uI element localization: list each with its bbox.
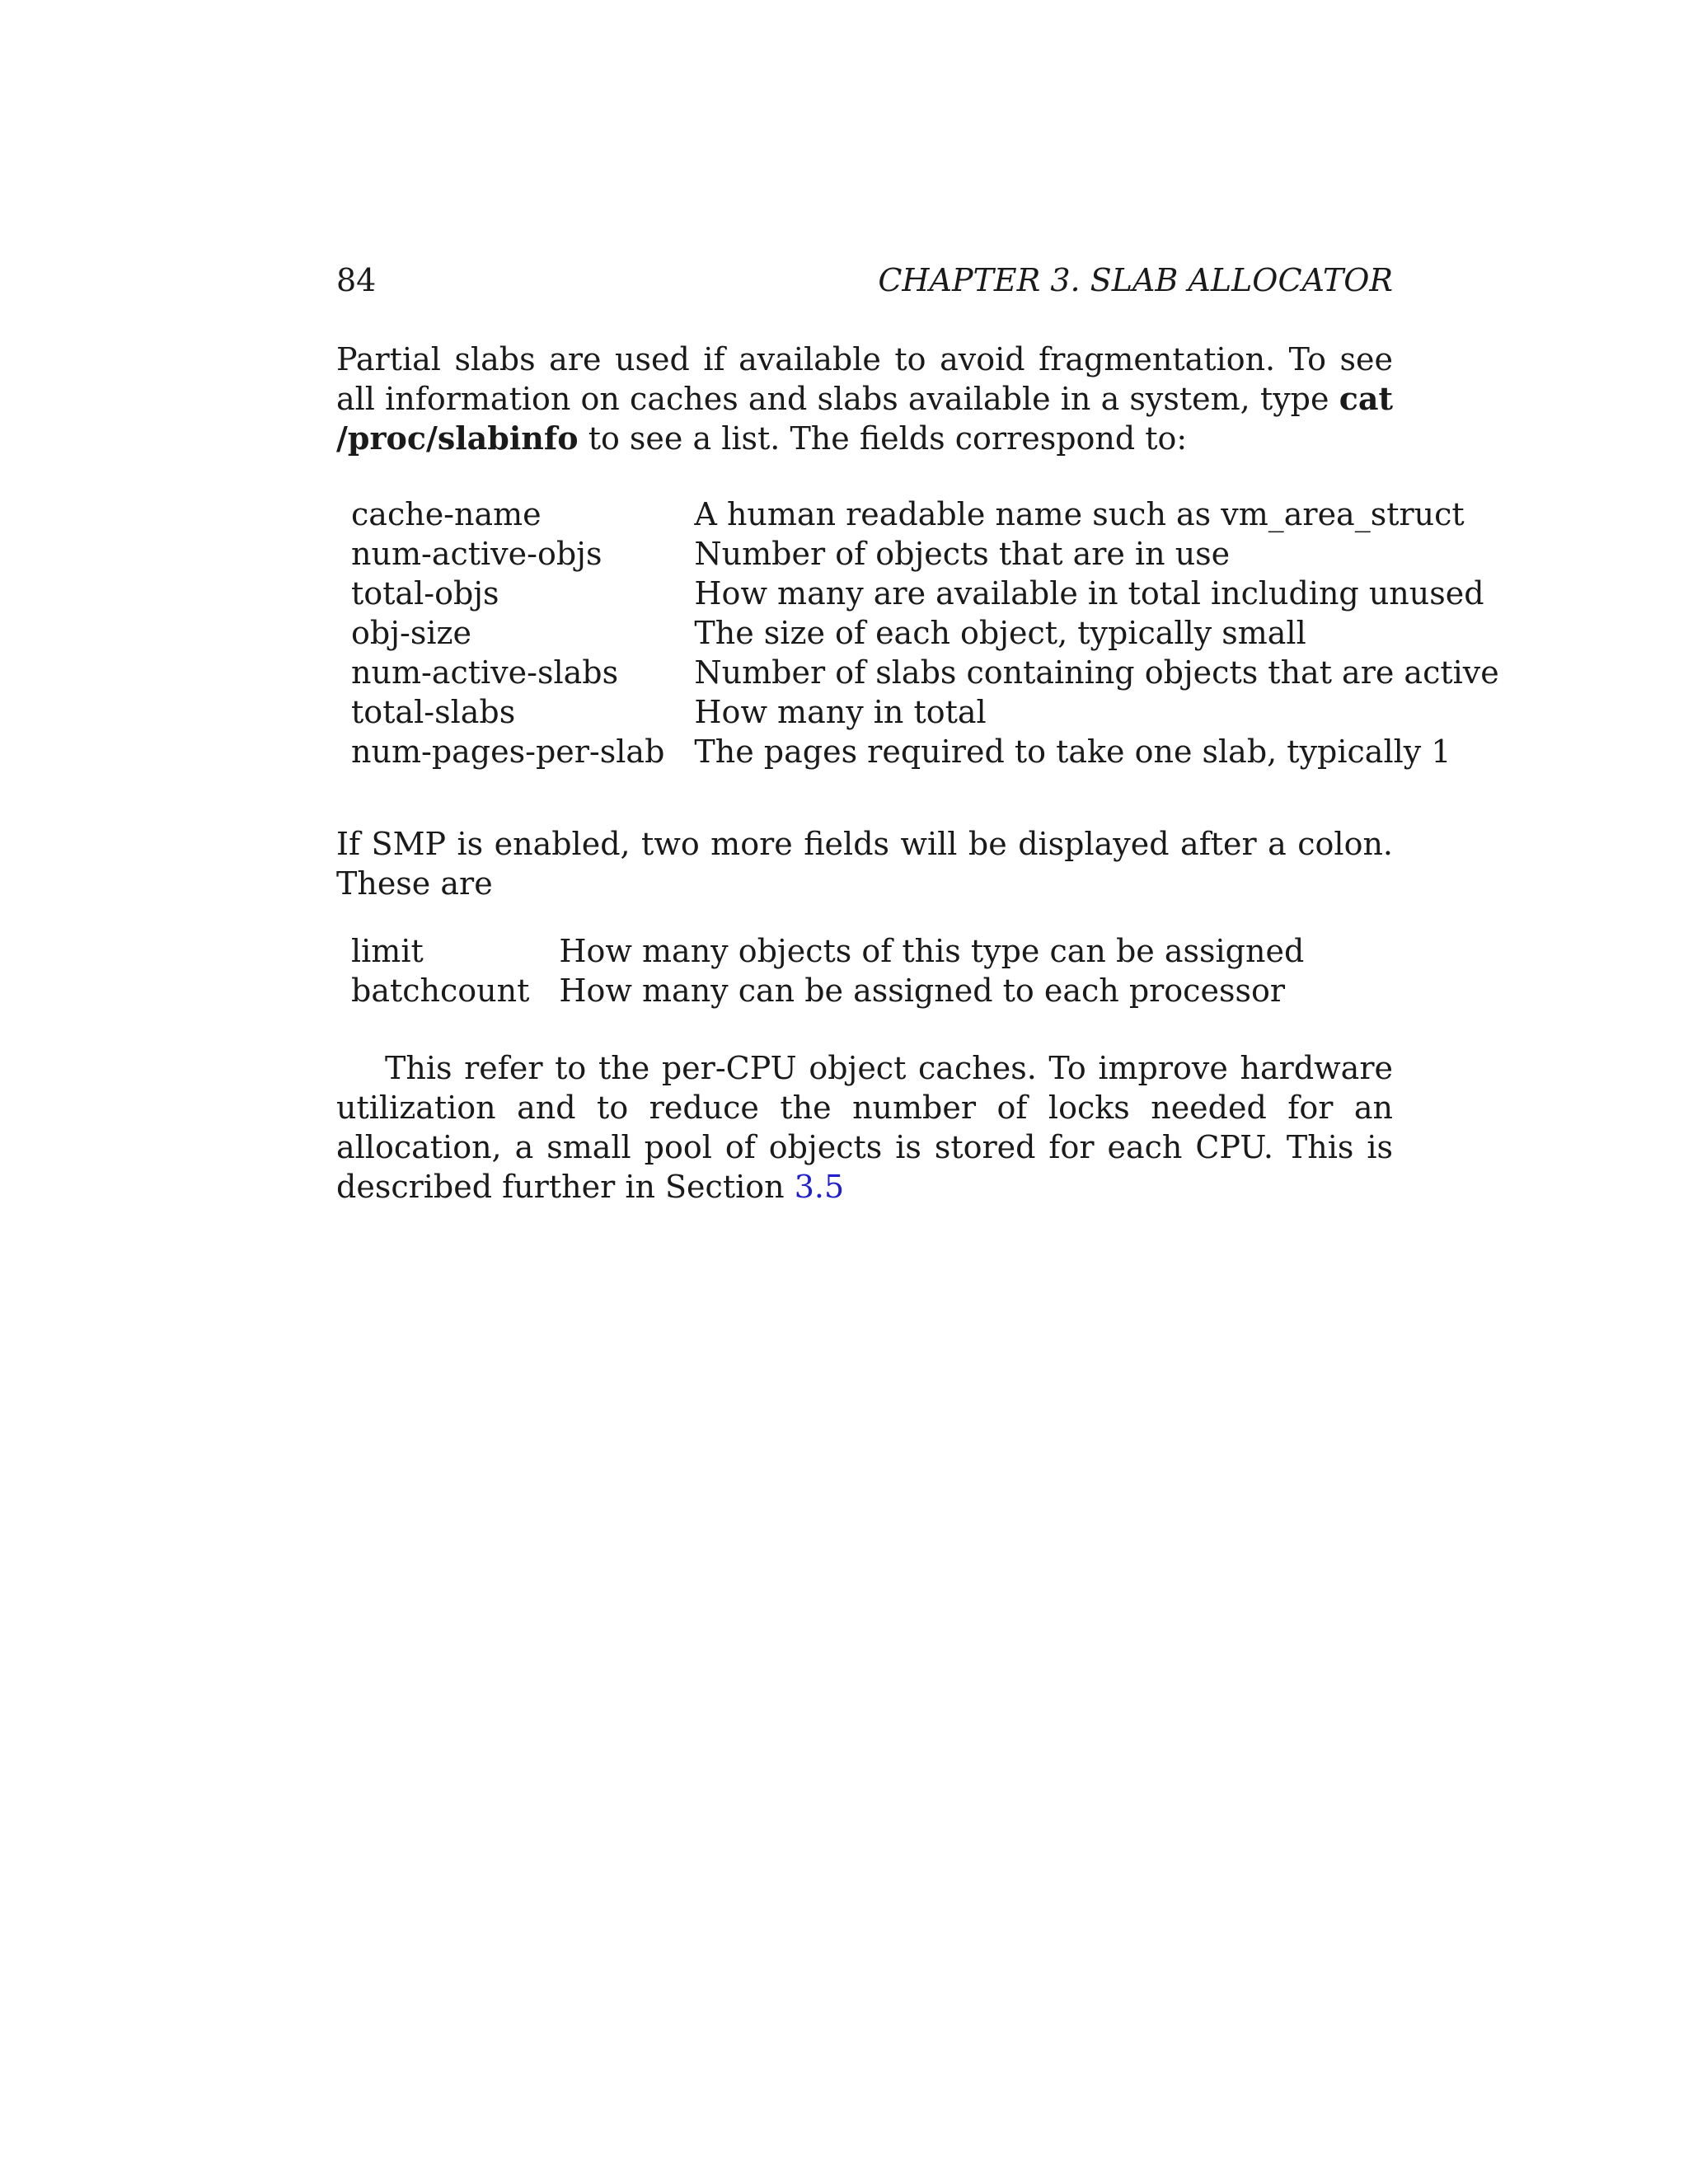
field-description: The pages required to take one slab, typically 1 (694, 733, 1451, 770)
per-cpu-paragraph (336, 1048, 1393, 1207)
table-row (351, 692, 1499, 732)
smp-paragraph: If SMP is enabled, two more fields will be displayed after a colon. These are (336, 826, 1393, 902)
slabinfo-fields-table (351, 494, 1499, 771)
field-name: limit (351, 933, 424, 969)
field-description: Number of slabs containing objects that are active (694, 654, 1499, 691)
intro-text-after: to see a list. The fields correspond to: (578, 420, 1188, 457)
field-description: How many are available in total including unused (694, 575, 1484, 612)
field-description: Number of objects that are in use (694, 536, 1231, 572)
field-description: How many in total (694, 694, 987, 730)
smp-fields-table (351, 931, 1304, 1010)
field-name: num-pages-per-slab (351, 733, 665, 770)
section-link[interactable]: 3.5 (794, 1169, 845, 1205)
field-name: num-active-slabs (351, 654, 619, 691)
field-description: How many can be assigned to each processor (559, 972, 1285, 1009)
field-name: batchcount (351, 972, 530, 1009)
page-header (336, 255, 1393, 305)
field-description: How many objects of this type can be assigned (559, 933, 1305, 969)
field-name: total-objs (351, 575, 499, 612)
field-name: cache-name (351, 496, 542, 532)
field-name: obj-size (351, 615, 471, 651)
field-name: total-slabs (351, 694, 516, 730)
intro-paragraph (336, 340, 1393, 458)
table-row (351, 653, 1499, 692)
table-row (351, 574, 1499, 613)
table-row (351, 971, 1304, 1010)
intro-text-before: Partial slabs are used if available to avoid fragmentation. To see all information on caches and slabs available in a system, type (336, 341, 1393, 417)
page (336, 255, 1499, 1207)
table-row (351, 732, 1499, 771)
slabinfo-command: cat /proc/slabinfo (336, 380, 1393, 457)
field-description: The size of each object, typically small (694, 615, 1306, 651)
field-name: num-active-objs (351, 536, 603, 572)
page-number: 84 (336, 262, 377, 298)
field-description: A human readable name such as vm_area_struct (694, 496, 1465, 532)
table-row (351, 534, 1499, 574)
per-cpu-text: This refer to the per-CPU object caches. To improve hardware utilization and to reduce the number of locks needed for an allocation, a small pool of objects is stored for each CPU. This is described further in Section (336, 1050, 1393, 1205)
table-row (351, 931, 1304, 971)
table-row (351, 494, 1499, 534)
table-row (351, 613, 1499, 653)
running-head: CHAPTER 3. SLAB ALLOCATOR (878, 262, 1393, 298)
